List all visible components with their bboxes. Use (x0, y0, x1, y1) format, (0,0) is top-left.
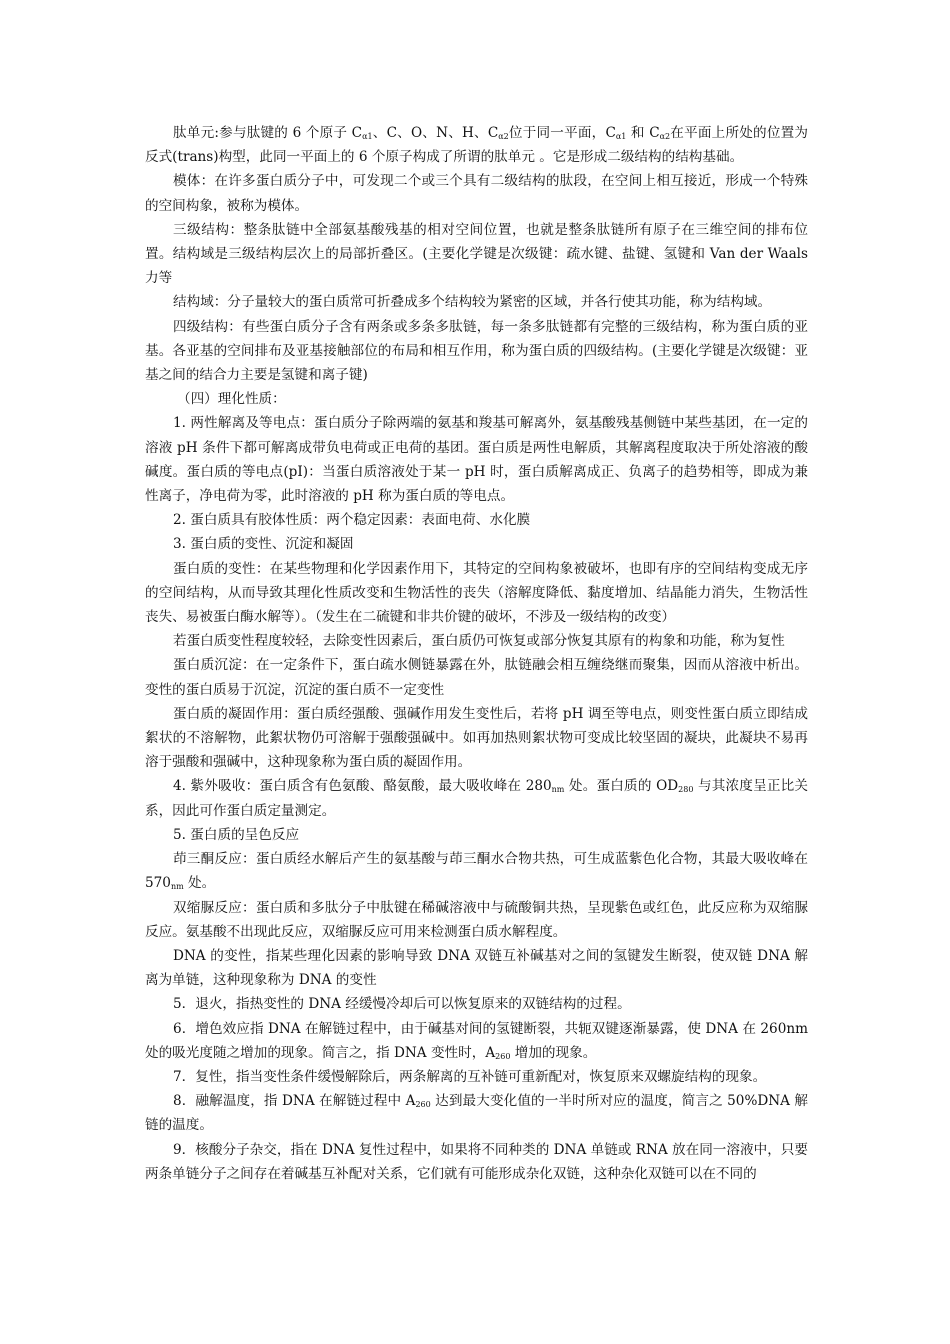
paragraph-p03: 三级结构：整条肽链中全部氨基酸残基的相对空间位置，也就是整条肽链所有原子在三维空间的排布位置。结构域是三级结构层次上的局部折叠区。(主要化学键是次级键：疏水键、盐键、氢键和 Van der Waals 力等 (145, 221, 808, 287)
paragraph-p06: （四）理化性质： (177, 391, 286, 408)
subscript: nm (551, 785, 565, 795)
paragraph-p09: 3. 蛋白质的变性、沉淀和凝固 (173, 536, 354, 553)
document-body (145, 121, 808, 1186)
paragraph-p21: 7．复性，指当变性条件缓慢解除后，两条解离的互补链可重新配对，恢复原来双螺旋结构的现象。 (173, 1068, 767, 1085)
subscript: α1 (362, 132, 373, 141)
paragraph-p07: 1. 两性解离及等电点：蛋白质分子除两端的氨基和羧基可解离外，氨基酸残基侧链中某些基团，在一定的溶液 pH 条件下都可解离成带负电荷或正电荷的基团。蛋白质是两性电解质，其解离程度取决于所处溶液的酸碱度。蛋白质的等电点(pI)：当蛋白质溶液处于某一 pH 时，蛋白质解离成正、负离子的趋势相等，即成为兼性离子，净电荷为零，此时溶液的 pH 称为蛋白质的等电点。 (145, 415, 808, 505)
paragraph-p12: 蛋白质沉淀：在一定条件下，蛋白疏水侧链暴露在外，肽链融会相互缠绕继而聚集，因而从溶液中析出。变性的蛋白质易于沉淀，沉淀的蛋白质不一定变性 (145, 657, 808, 698)
paragraph-p20 (145, 1017, 808, 1065)
text-run: 6．增色效应指 DNA 在解链过程中，由于碱基对间的氢键断裂，共轭双键逐渐暴露，使 DNA 在 260nm 处的吸光度随之增加的现象。简言之，指 DNA 变性时，A (145, 1020, 808, 1061)
text-run: 8．融解温度，指 DNA 在解链过程中 A (173, 1093, 416, 1110)
paragraph-p10: 蛋白质的变性：在某些物理和化学因素作用下，其特定的空间构象被破坏，也即有序的空间结构变成无序的空间结构，从而导致其理化性质改变和生物活性的丧失（溶解度降低、黏度增加、结晶能力消失，生物活性丧失、易被蛋白酶水解等）。（发生在二硫键和非共价键的破坏，不涉及一级结构的改变） (145, 560, 808, 626)
text-run: 处。蛋白质的 OD (564, 778, 679, 795)
subscript: nm (170, 882, 184, 892)
paragraph-p16 (145, 847, 808, 895)
text-run: 达到最大变化值的一半时所对应的温度，简言之 50%DNA 解链的温度。 (145, 1093, 808, 1134)
subscript: α1 (615, 132, 627, 141)
text-run: 、C、O、N、H、C (372, 125, 499, 141)
text-run: 4. 紫外吸收：蛋白质含有色氨酸、酪氨酸，最大吸收峰在 280 (173, 778, 552, 795)
subscript: 280 (678, 785, 694, 795)
text-run: 肽单元:参与肽键的 6 个原子 C (173, 125, 363, 141)
subscript: 260 (495, 1051, 511, 1061)
paragraph-p17: 双缩脲反应：蛋白质和多肽分子中肽键在稀碱溶液中与硫酸铜共热，呈现紫色或红色，此反应称为双缩脲反应。氨基酸不出现此反应，双缩脲反应可用来检测蛋白质水解程度。 (145, 899, 808, 940)
paragraph-p04: 结构域：分子量较大的蛋白质常可折叠成多个结构较为紧密的区域，并各行使其功能，称为结构域。 (173, 294, 772, 311)
paragraph-p14 (145, 774, 808, 822)
paragraph-p22 (145, 1089, 808, 1137)
text-run: 和 C (626, 125, 660, 141)
text-run: 处。 (183, 875, 216, 892)
text-run: 在平面上所处的位置为反式(trans)构型，此同一平面上的 6 个原子构成了所谓的肽单元 。它是形成二级结构的结构基础。 (145, 125, 809, 166)
paragraph-p01 (145, 121, 808, 169)
paragraph-p15: 5. 蛋白质的呈色反应 (173, 826, 300, 843)
paragraph-p23: 9．核酸分子杂交，指在 DNA 复性过程中，如果将不同种类的 DNA 单链或 RNA 放在同一溶液中，只要两条单链分子之间存在着碱基互补配对关系，它们就有可能形成杂化双链，这种杂化双链可以在不同的 (145, 1141, 808, 1182)
paragraph-p08: 2. 蛋白质具有胶体性质：两个稳定因素：表面电荷、水化膜 (173, 512, 531, 529)
paragraph-p13: 蛋白质的凝固作用：蛋白质经强酸、强碱作用发生变性后，若将 pH 调至等电点，则变性蛋白质立即结成絮状的不溶解物，此絮状物仍可溶解于强酸强碱中。如再加热则絮状物可变成比较坚固的凝块，此凝块不易再溶于强酸和强碱中，这种现象称为蛋白质的凝固作用。 (145, 705, 808, 771)
paragraph-p18: DNA 的变性，指某些理化因素的影响导致 DNA 双链互补碱基对之间的氢键发生断裂，使双链 DNA 解离为单链，这种现象称为 DNA 的变性 (145, 947, 808, 989)
paragraph-p11: 若蛋白质变性程度较轻，去除变性因素后，蛋白质仍可恢复或部分恢复其原有的构象和功能，称为复性 (173, 633, 785, 650)
text-run: 增加的现象。 (510, 1044, 597, 1061)
text-run: 与其浓度呈正比关系，因此可作蛋白质定量测定。 (145, 778, 808, 819)
subscript: 260 (415, 1100, 431, 1110)
paragraph-p19: 5．退火，指热变性的 DNA 经缓慢冷却后可以恢复原来的双链结构的过程。 (173, 996, 631, 1013)
paragraph-p02: 模体：在许多蛋白质分子中，可发现二个或三个具有二级结构的肽段，在空间上相互接近，形成一个特殊的空间构象，被称为模体。 (145, 173, 808, 214)
text-run: 茚三酮反应：蛋白质经水解后产生的氨基酸与茚三酮水合物共热，可生成蓝紫色化合物，其最大吸收峰在 570 (145, 851, 808, 892)
paragraph-p05: 四级结构：有些蛋白质分子含有两条或多条多肽链，每一条多肽链都有完整的三级结构，称为蛋白质的亚基。各亚基的空间排布及亚基接触部位的布局和相互作用，称为蛋白质的四级结构。(主要化学键是次级键：亚基之间的结合力主要是氢键和离子键) (145, 318, 808, 384)
text-run: 位于同一平面，C (508, 125, 616, 141)
subscript: α2 (498, 132, 509, 141)
subscript: α2 (659, 132, 671, 141)
